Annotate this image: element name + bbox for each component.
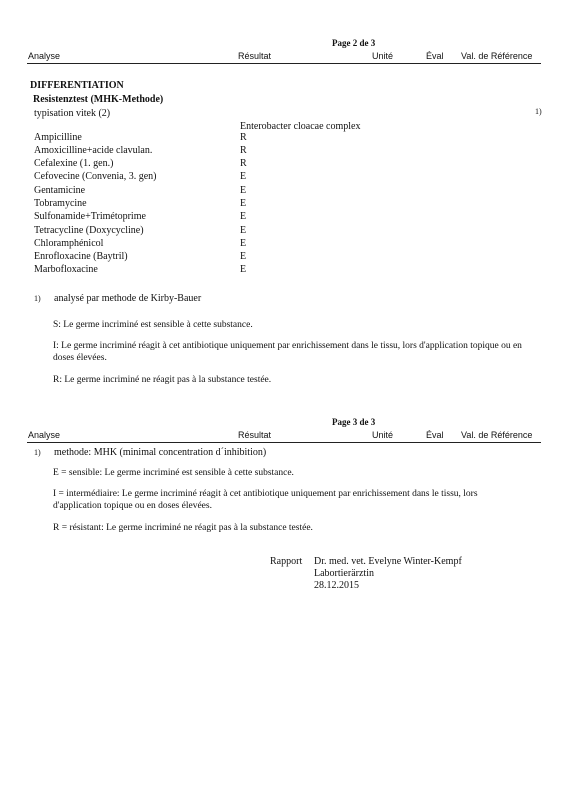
typisation-label: typisation vitek (2): [34, 108, 111, 119]
antibiotic-result: E: [240, 198, 247, 209]
report-date: 28.12.2015: [314, 580, 359, 591]
antibiotic-result: E: [240, 238, 247, 249]
antibiotic-result: E: [240, 211, 247, 222]
antibiotic-name: Sulfonamide+Trimétoprime: [34, 211, 146, 222]
antibiotic-name: Tetracycline (Doxycycline): [34, 225, 144, 236]
note-e-sensible: E = sensible: Le germe incriminé est sensible à cette substance.: [53, 468, 294, 478]
column-header-val-ref: Val. de Référence: [461, 51, 533, 61]
antibiotic-name: Amoxicilline+acide clavulan.: [34, 145, 153, 156]
note-sensible: S: Le germe incriminé est sensible à cette substance.: [53, 320, 253, 330]
antibiotic-name: Gentamicine: [34, 185, 86, 196]
column-header-analyse: Analyse: [28, 51, 61, 61]
section-title: DIFFERENTIATION: [30, 80, 124, 91]
antibiotic-result: R: [240, 145, 247, 156]
antibiotic-result: E: [240, 264, 247, 275]
column-header-unite: Unité: [372, 430, 394, 440]
antibiotic-name: Ampicilline: [34, 132, 82, 143]
column-header-resultat: Résultat: [238, 51, 272, 61]
antibiotic-name: Chloramphénicol: [34, 238, 104, 249]
antibiotic-result: E: [240, 171, 247, 182]
antibiotic-name: Enrofloxacine (Baytril): [34, 251, 128, 262]
antibiotic-name: Cefalexine (1. gen.): [34, 158, 114, 169]
column-header-eval: Éval: [426, 51, 444, 61]
footnote-reference: 1): [535, 107, 542, 116]
note-r-resistant: R = résistant: Le germe incriminé ne réagit pas à la substance testée.: [53, 523, 313, 533]
antibiotic-result: E: [240, 185, 247, 196]
signatory-role: Labortierärztin: [314, 568, 374, 579]
note-resistant: R: Le germe incriminé ne réagit pas à la substance testée.: [53, 375, 272, 385]
footnote-text: analysé par methode de Kirby-Bauer: [54, 293, 202, 304]
footnote-text: methode: MHK (minimal concentration d´inhibition): [54, 447, 267, 458]
page-number: Page 2 de 3: [332, 38, 376, 48]
note-i-intermediaire: I = intermédiaire: Le germe incriminé réagit à cet antibiotique uniquement par enrichissement dans le tissu, lors d'application topique ou en doses élevées.: [53, 489, 478, 511]
antibiotic-name: Cefovecine (Convenia, 3. gen): [34, 171, 157, 182]
column-header-unite: Unité: [372, 51, 394, 61]
column-header-val-ref: Val. de Référence: [461, 430, 533, 440]
antibiotic-name: Tobramycine: [34, 198, 87, 209]
subsection-title: Resistenztest (MHK-Methode): [33, 94, 164, 105]
antibiotic-name: Marbofloxacine: [34, 264, 98, 275]
organism-name: Enterobacter cloacae complex: [240, 121, 361, 132]
antibiotic-result: E: [240, 251, 247, 262]
header-divider: [27, 63, 541, 64]
column-header-eval: Éval: [426, 430, 444, 440]
antibiotic-result: R: [240, 158, 247, 169]
page-number: Page 3 de 3: [332, 417, 376, 427]
footnote-marker: 1): [34, 294, 41, 303]
note-intermediaire: I: Le germe incriminé réagit à cet antibiotique uniquement par enrichissement dans le tissu, lors d'application topique ou en doses élevées.: [53, 341, 522, 363]
column-header-analyse: Analyse: [28, 430, 61, 440]
signatory-name: Dr. med. vet. Evelyne Winter-Kempf: [314, 556, 462, 567]
antibiotic-result: E: [240, 225, 247, 236]
footnote-marker: 1): [34, 448, 41, 457]
header-divider: [27, 442, 541, 443]
column-header-resultat: Résultat: [238, 430, 272, 440]
rapport-label: Rapport: [270, 556, 303, 567]
antibiotic-result: R: [240, 132, 247, 143]
